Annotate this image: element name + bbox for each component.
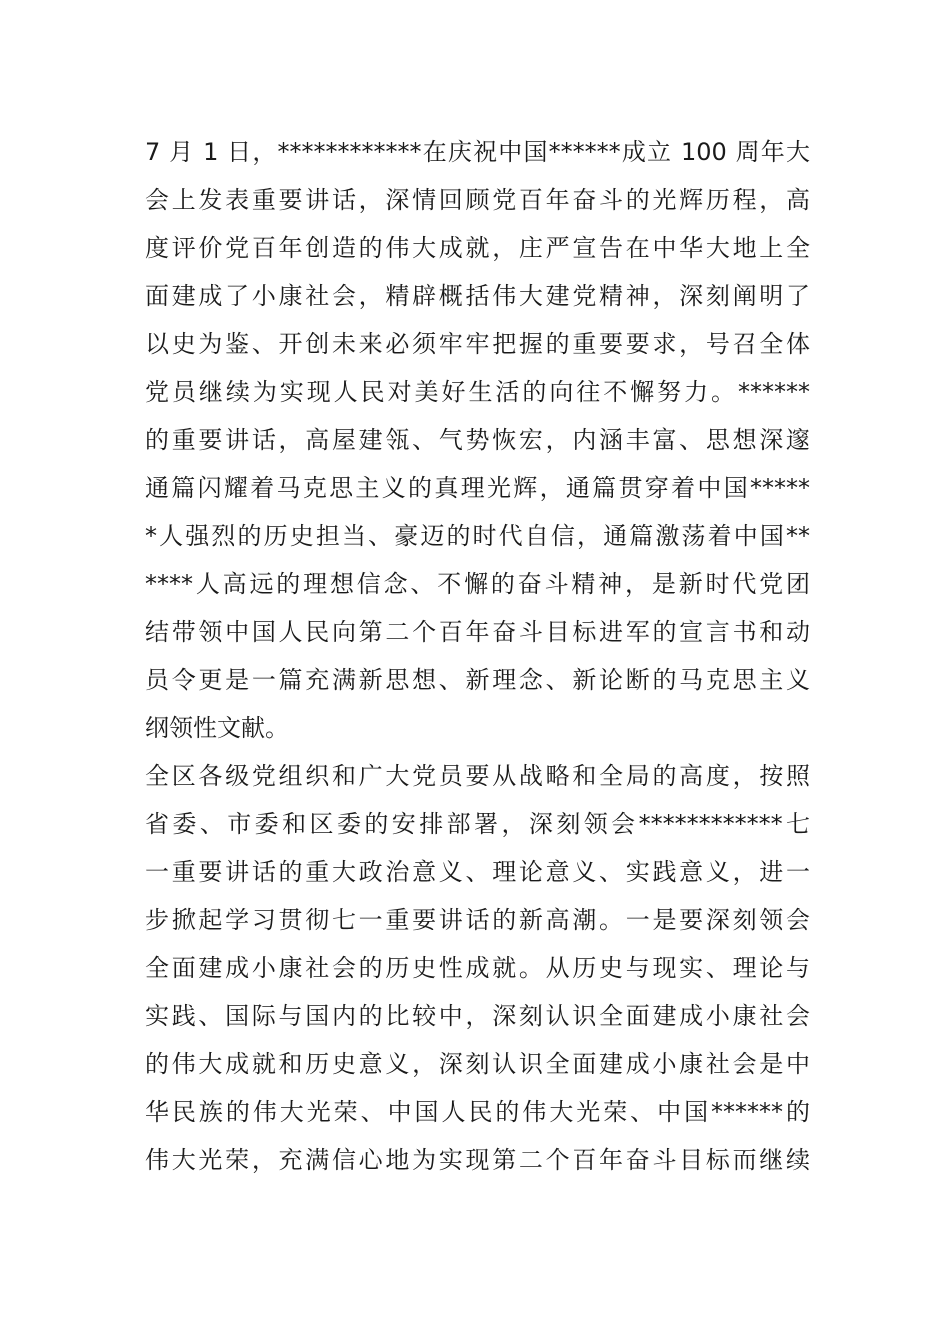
paragraph-1 (145, 128, 810, 752)
text-line: 实践、国际与国内的比较中，深刻认识全面建成小康社会 (145, 1002, 810, 1030)
text-line: 全区各级党组织和广大党员要从战略和全局的高度，按照 (145, 762, 810, 790)
text-line: 度评价党百年创造的伟大成就，庄严宣告在中华大地上全 (145, 234, 810, 262)
text-line: 员令更是一篇充满新思想、新理念、新论断的马克思主义 (145, 666, 810, 694)
text-line: 面建成了小康社会，精辟概括伟大建党精神，深刻阐明了 (145, 282, 810, 310)
text-line: 以史为鉴、开创未来必须牢牢把握的重要要求，号召全体 (145, 330, 810, 358)
text-line: 纲领性文献。 (145, 714, 289, 742)
body-text (145, 128, 810, 1184)
text-line: 7 月 1 日，************在庆祝中国******成立 100 周年大 (145, 138, 810, 166)
text-line: ****人高远的理想信念、不懈的奋斗精神，是新时代党团 (145, 570, 810, 598)
text-line: 的重要讲话，高屋建瓴、气势恢宏，内涵丰富、思想深邃 (145, 426, 810, 454)
text-line: 的伟大成就和历史意义，深刻认识全面建成小康社会是中 (145, 1050, 810, 1078)
text-line: 步掀起学习贯彻七一重要讲话的新高潮。一是要深刻领会 (145, 906, 810, 934)
text-line: 伟大光荣，充满信心地为实现第二个百年奋斗目标而继续 (145, 1146, 810, 1174)
text-line: 通篇闪耀着马克思主义的真理光辉，通篇贯穿着中国***** (145, 474, 810, 502)
text-line: 党员继续为实现人民对美好生活的向往不懈努力。****** (145, 378, 810, 406)
text-line: 会上发表重要讲话，深情回顾党百年奋斗的光辉历程，高 (145, 186, 810, 214)
text-line: 全面建成小康社会的历史性成就。从历史与现实、理论与 (145, 954, 810, 982)
text-line: 省委、市委和区委的安排部署，深刻领会************七 (145, 810, 810, 838)
text-line: 一重要讲话的重大政治意义、理论意义、实践意义，进一 (145, 858, 810, 886)
paragraph-2 (145, 752, 810, 1184)
text-line: 结带领中国人民向第二个百年奋斗目标进军的宣言书和动 (145, 618, 810, 646)
text-line: *人强烈的历史担当、豪迈的时代自信，通篇激荡着中国** (145, 522, 810, 550)
text-line: 华民族的伟大光荣、中国人民的伟大光荣、中国******的 (145, 1098, 810, 1126)
